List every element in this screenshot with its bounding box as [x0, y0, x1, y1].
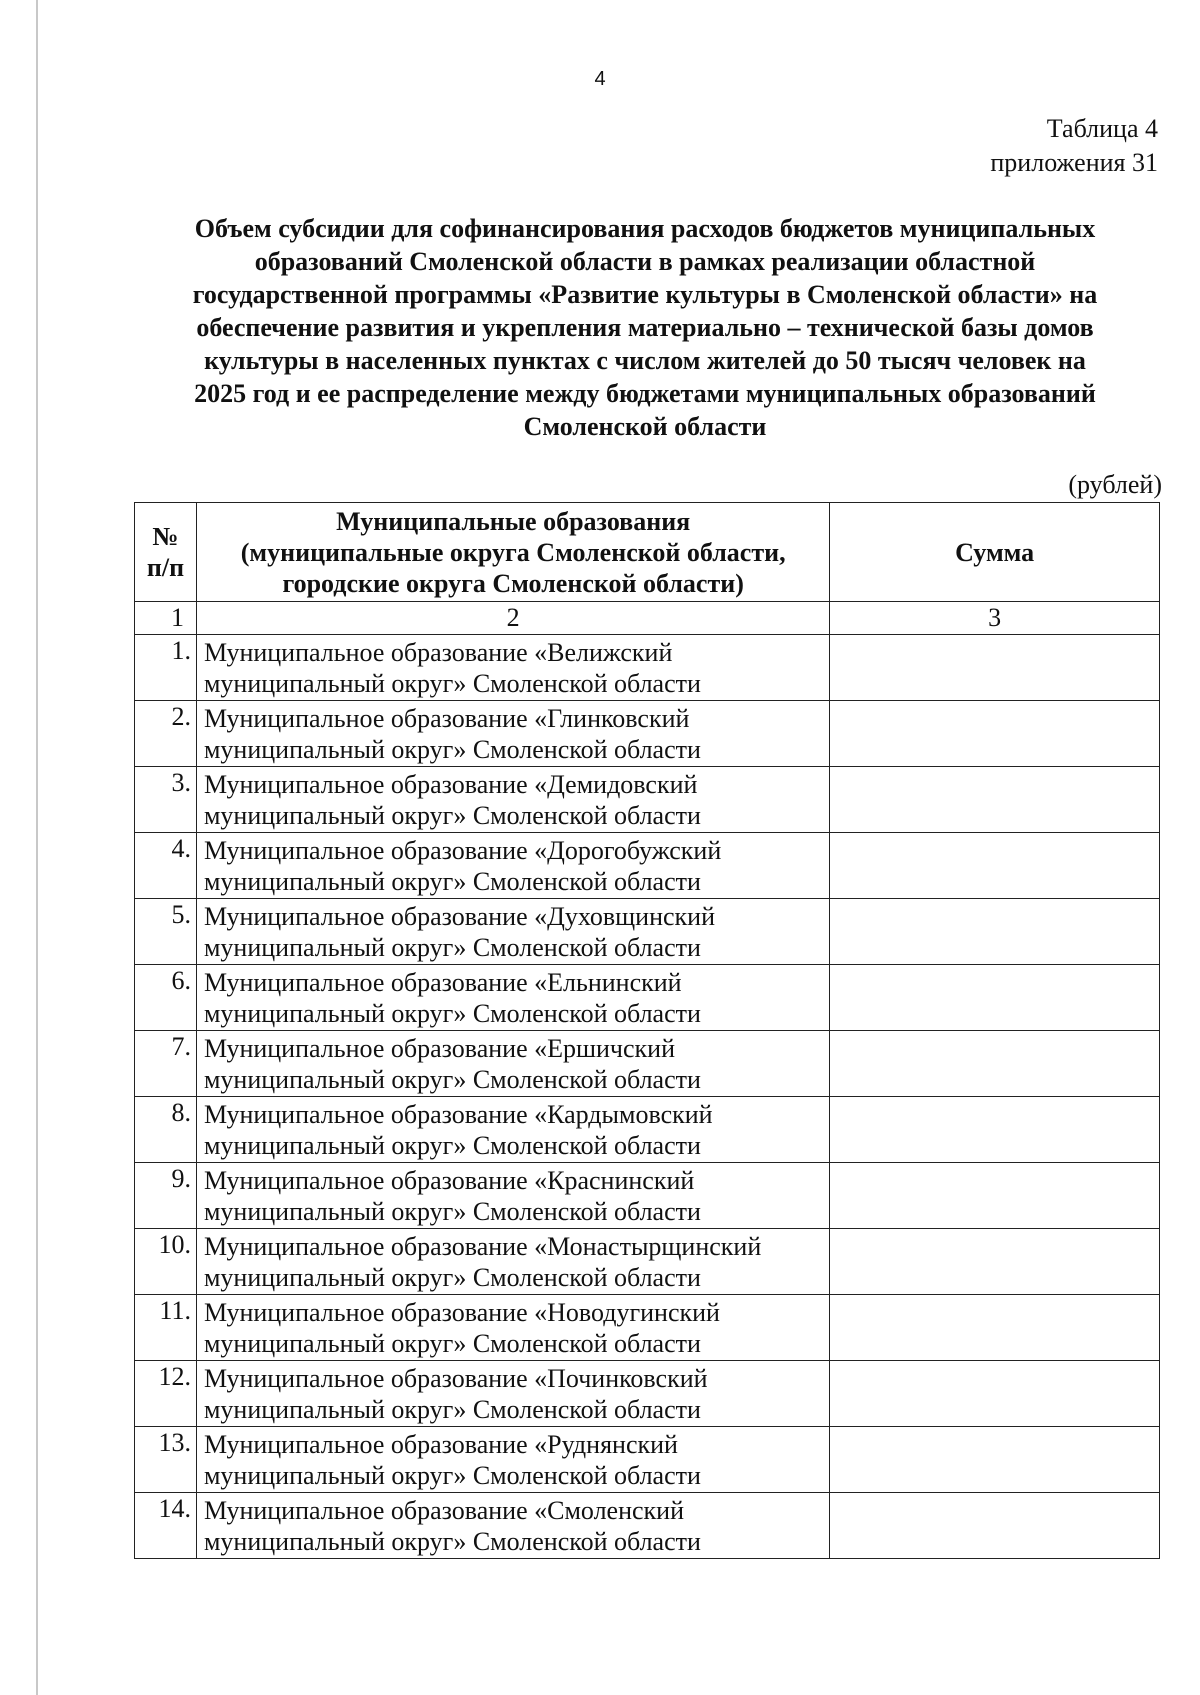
row-number: 7. — [135, 1031, 197, 1097]
municipality-name-line: Муниципальное образование «Починковский — [203, 1364, 708, 1393]
table-row — [135, 1163, 1160, 1229]
column-number-row — [135, 602, 1160, 635]
municipality-name-line: Муниципальное образование «Краснинский — [203, 1166, 695, 1195]
row-number: 14. — [135, 1493, 197, 1559]
row-number: 12. — [135, 1361, 197, 1427]
municipality-name — [196, 701, 829, 767]
municipality-name-line: Муниципальное образование «Духовщинский — [203, 902, 715, 931]
amount-cell — [830, 1097, 1160, 1163]
amount-cell — [830, 767, 1160, 833]
table-row — [135, 1427, 1160, 1493]
row-number: 13. — [135, 1427, 197, 1493]
table-row — [135, 1229, 1160, 1295]
row-number: 4. — [135, 833, 197, 899]
title-line: образований Смоленской области в рамках реализации областной — [254, 247, 1036, 276]
municipality-name-line: муниципальный округ» Смоленской области — [203, 1263, 701, 1292]
document-title — [130, 212, 1160, 443]
municipality-name-line: муниципальный округ» Смоленской области — [203, 735, 701, 764]
amount-cell — [830, 1427, 1160, 1493]
amount-cell — [830, 1361, 1160, 1427]
row-number: 1. — [135, 635, 197, 701]
municipality-name-line: Муниципальное образование «Демидовский — [203, 770, 698, 799]
title-line: Объем субсидии для софинансирования расходов бюджетов муниципальных — [194, 214, 1096, 243]
municipality-name-line: Муниципальное образование «Руднянский — [203, 1430, 678, 1459]
table-row — [135, 1031, 1160, 1097]
table-row — [135, 767, 1160, 833]
municipality-name-line: Муниципальное образование «Кардымовский — [203, 1100, 713, 1129]
amount-cell — [830, 1031, 1160, 1097]
column-number: 3 — [830, 602, 1160, 635]
table-row — [135, 635, 1160, 701]
amount-cell — [830, 1493, 1160, 1559]
municipality-name-line: муниципальный округ» Смоленской области — [203, 1461, 701, 1490]
appendix-label: приложения 31 — [990, 148, 1158, 177]
municipality-name — [196, 1031, 829, 1097]
municipality-name-line: Муниципальное образование «Смоленский — [203, 1496, 684, 1525]
municipality-name — [196, 1361, 829, 1427]
header-name-line: (муниципальные округа Смоленской области, — [240, 537, 786, 567]
municipality-name-line: Муниципальное образование «Новодугинский — [203, 1298, 720, 1327]
column-number: 1 — [135, 602, 197, 635]
table-label: Таблица 4 — [1046, 114, 1158, 143]
municipality-name — [196, 1427, 829, 1493]
table-header-row — [135, 503, 1160, 602]
municipality-name — [196, 899, 829, 965]
row-number: 11. — [135, 1295, 197, 1361]
table-row — [135, 1361, 1160, 1427]
header-name-line: Муниципальные образования — [336, 506, 691, 536]
row-number: 5. — [135, 899, 197, 965]
table-row — [135, 1493, 1160, 1559]
row-number: 9. — [135, 1163, 197, 1229]
subsidy-table — [134, 502, 1160, 1559]
amount-cell — [830, 701, 1160, 767]
page-edge-line — [36, 0, 38, 1695]
title-line: обеспечение развития и укрепления материально – технической базы домов — [196, 313, 1094, 342]
municipality-name — [196, 1163, 829, 1229]
municipality-name — [196, 1229, 829, 1295]
municipality-name-line: муниципальный округ» Смоленской области — [203, 1329, 701, 1358]
title-line: 2025 год и ее распределение между бюджетами муниципальных образований — [194, 379, 1096, 408]
table-row — [135, 833, 1160, 899]
amount-cell — [830, 965, 1160, 1031]
municipality-name-line: муниципальный округ» Смоленской области — [203, 1065, 701, 1094]
municipality-name — [196, 833, 829, 899]
municipality-name-line: Муниципальное образование «Ельнинский — [203, 968, 682, 997]
municipality-name-line: муниципальный округ» Смоленской области — [203, 867, 701, 896]
municipality-name-line: Муниципальное образование «Монастырщинский — [203, 1232, 762, 1261]
municipality-name-line: муниципальный округ» Смоленской области — [203, 933, 701, 962]
municipality-name-line: муниципальный округ» Смоленской области — [203, 1527, 701, 1556]
header-num-line: п/п — [146, 553, 185, 582]
title-line: государственной программы «Развитие культуры в Смоленской области» на — [192, 280, 1098, 309]
amount-cell — [830, 833, 1160, 899]
municipality-name — [196, 965, 829, 1031]
row-number: 6. — [135, 965, 197, 1031]
amount-cell — [830, 1163, 1160, 1229]
table-reference — [990, 112, 1158, 180]
table-row — [135, 1295, 1160, 1361]
municipality-name — [196, 1295, 829, 1361]
municipality-name-line: муниципальный округ» Смоленской области — [203, 1395, 701, 1424]
table-row — [135, 701, 1160, 767]
header-name — [196, 503, 829, 602]
table-row — [135, 965, 1160, 1031]
page-number: 4 — [594, 68, 606, 90]
row-number: 3. — [135, 767, 197, 833]
municipality-name — [196, 1097, 829, 1163]
units-label: (рублей) — [1068, 470, 1162, 499]
municipality-name-line: муниципальный округ» Смоленской области — [203, 669, 701, 698]
municipality-name-line: муниципальный округ» Смоленской области — [203, 1131, 701, 1160]
table-row — [135, 899, 1160, 965]
municipality-name — [196, 1493, 829, 1559]
header-num — [135, 503, 197, 602]
amount-cell — [830, 1295, 1160, 1361]
row-number: 10. — [135, 1229, 197, 1295]
column-number: 2 — [196, 602, 829, 635]
amount-cell — [830, 635, 1160, 701]
municipality-name — [196, 635, 829, 701]
municipality-name-line: муниципальный округ» Смоленской области — [203, 801, 701, 830]
title-line: Смоленской области — [523, 412, 767, 441]
table-row — [135, 1097, 1160, 1163]
amount-cell — [830, 899, 1160, 965]
municipality-name-line: муниципальный округ» Смоленской области — [203, 1197, 701, 1226]
municipality-name-line: муниципальный округ» Смоленской области — [203, 999, 701, 1028]
municipality-name-line: Муниципальное образование «Глинковский — [203, 704, 690, 733]
header-sum: Сумма — [830, 503, 1160, 602]
municipality-name — [196, 767, 829, 833]
header-name-line: городские округа Смоленской области) — [282, 568, 744, 598]
municipality-name-line: Муниципальное образование «Велижский — [203, 638, 673, 667]
amount-cell — [830, 1229, 1160, 1295]
title-line: культуры в населенных пунктах с числом жителей до 50 тысяч человек на — [204, 346, 1086, 375]
row-number: 2. — [135, 701, 197, 767]
header-num-line: № — [152, 522, 179, 551]
municipality-name-line: Муниципальное образование «Ершичский — [203, 1034, 676, 1063]
municipality-name-line: Муниципальное образование «Дорогобужский — [203, 836, 722, 865]
row-number: 8. — [135, 1097, 197, 1163]
